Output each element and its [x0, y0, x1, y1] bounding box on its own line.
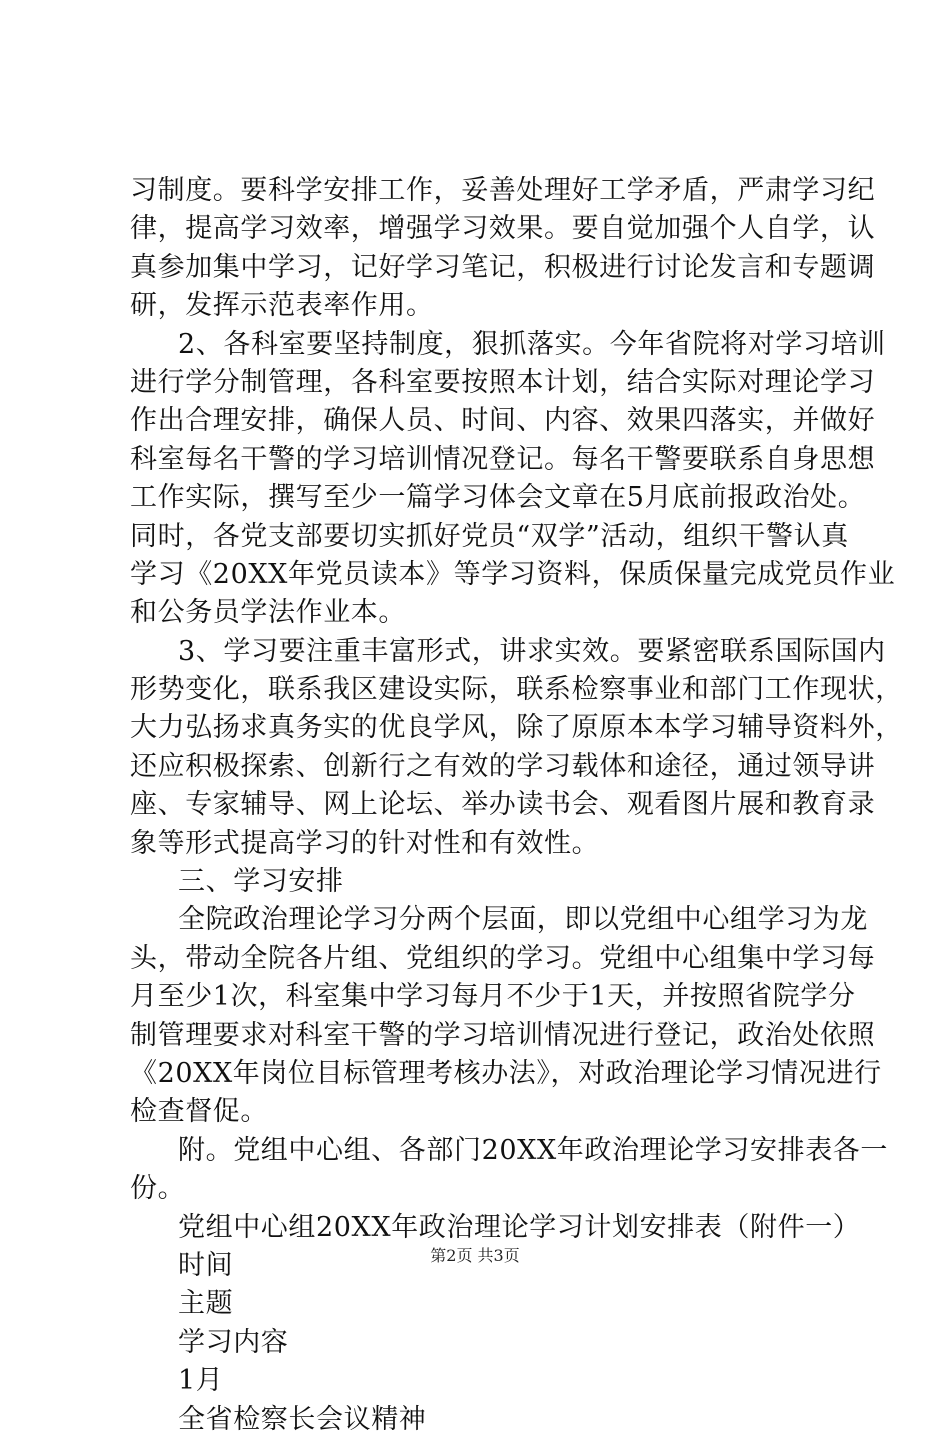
table-cell: 1月 [178, 1365, 224, 1397]
text-line: 座、专家辅导、网上论坛、举办读书会、观看图片展和教育录 [130, 789, 876, 821]
paragraph-start-line: 3、学习要注重丰富形式，讲求实效。要紧密联系国际国内 [178, 635, 886, 667]
text-line: 形势变化，联系我区建设实际，联系检察事业和部门工作现状， [130, 674, 903, 706]
section-heading: 三、学习安排 [178, 866, 344, 898]
text-line: 还应积极探索、创新行之有效的学习载体和途径，通过领导讲 [130, 750, 876, 782]
text-line: 科室每名干警的学习培训情况登记。每名干警要联系自身思想 [130, 443, 876, 475]
paragraph-start-line: 全院政治理论学习分两个层面，即以党组中心组学习为龙 [178, 904, 868, 936]
table-cell: 全省检察长会议精神 [178, 1403, 427, 1435]
paragraph-start-line: 附。党组中心组、各部门20XX年政治理论学习安排表各一 [178, 1134, 888, 1166]
text-line: 同时，各党支部要切实抓好党员“双学”活动，组织干警认真 [130, 520, 849, 552]
text-line: 检查督促。 [130, 1096, 268, 1128]
text-line: 象等形式提高学习的针对性和有效性。 [130, 827, 600, 859]
text-line: 工作实际，撰写至少一篇学习体会文章在5月底前报政治处。 [130, 482, 866, 514]
text-line: 月至少1次，科室集中学习每月不少于1天，并按照省院学分 [130, 981, 856, 1013]
text-line: 作出合理安排，确保人员、时间、内容、效果四落实，并做好 [130, 405, 876, 437]
text-line: 律，提高学习效率，增强学习效果。要自觉加强个人自学，认 [130, 213, 876, 245]
table-cell: 学习内容 [178, 1326, 289, 1358]
text-line: 学习《20XX年党员读本》等学习资料，保质保量完成党员作业 [130, 558, 896, 590]
text-line: 和公务员学法作业本。 [130, 597, 406, 629]
text-line: 研，发挥示范表率作用。 [130, 290, 434, 322]
text-line: 进行学分制管理，各科室要按照本计划，结合实际对理论学习 [130, 366, 876, 398]
page-number-footer: 第2页 共3页 [430, 1246, 520, 1265]
table-cell: 主题 [178, 1288, 234, 1320]
text-line: 份。 [130, 1173, 186, 1205]
table-title: 党组中心组20XX年政治理论学习计划安排表（附件一） [178, 1211, 861, 1243]
paragraph-start-line: 2、各科室要坚持制度，狠抓落实。今年省院将对学习培训 [178, 328, 886, 360]
text-line: 真参加集中学习，记好学习笔记，积极进行讨论发言和专题调 [130, 251, 876, 283]
text-line: 制管理要求对科室干警的学习培训情况进行登记，政治处依照 [130, 1019, 876, 1051]
text-line: 习制度。要科学安排工作，妥善处理好工学矛盾，严肃学习纪 [130, 175, 876, 206]
text-line: 《20XX年岗位目标管理考核办法》，对政治理论学习情况进行 [130, 1057, 882, 1089]
table-cell: 时间 [178, 1249, 234, 1281]
text-line: 大力弘扬求真务实的优良学风，除了原原本本学习辅导资料外， [130, 712, 903, 744]
text-line: 头，带动全院各片组、党组织的学习。党组中心组集中学习每 [130, 942, 876, 974]
